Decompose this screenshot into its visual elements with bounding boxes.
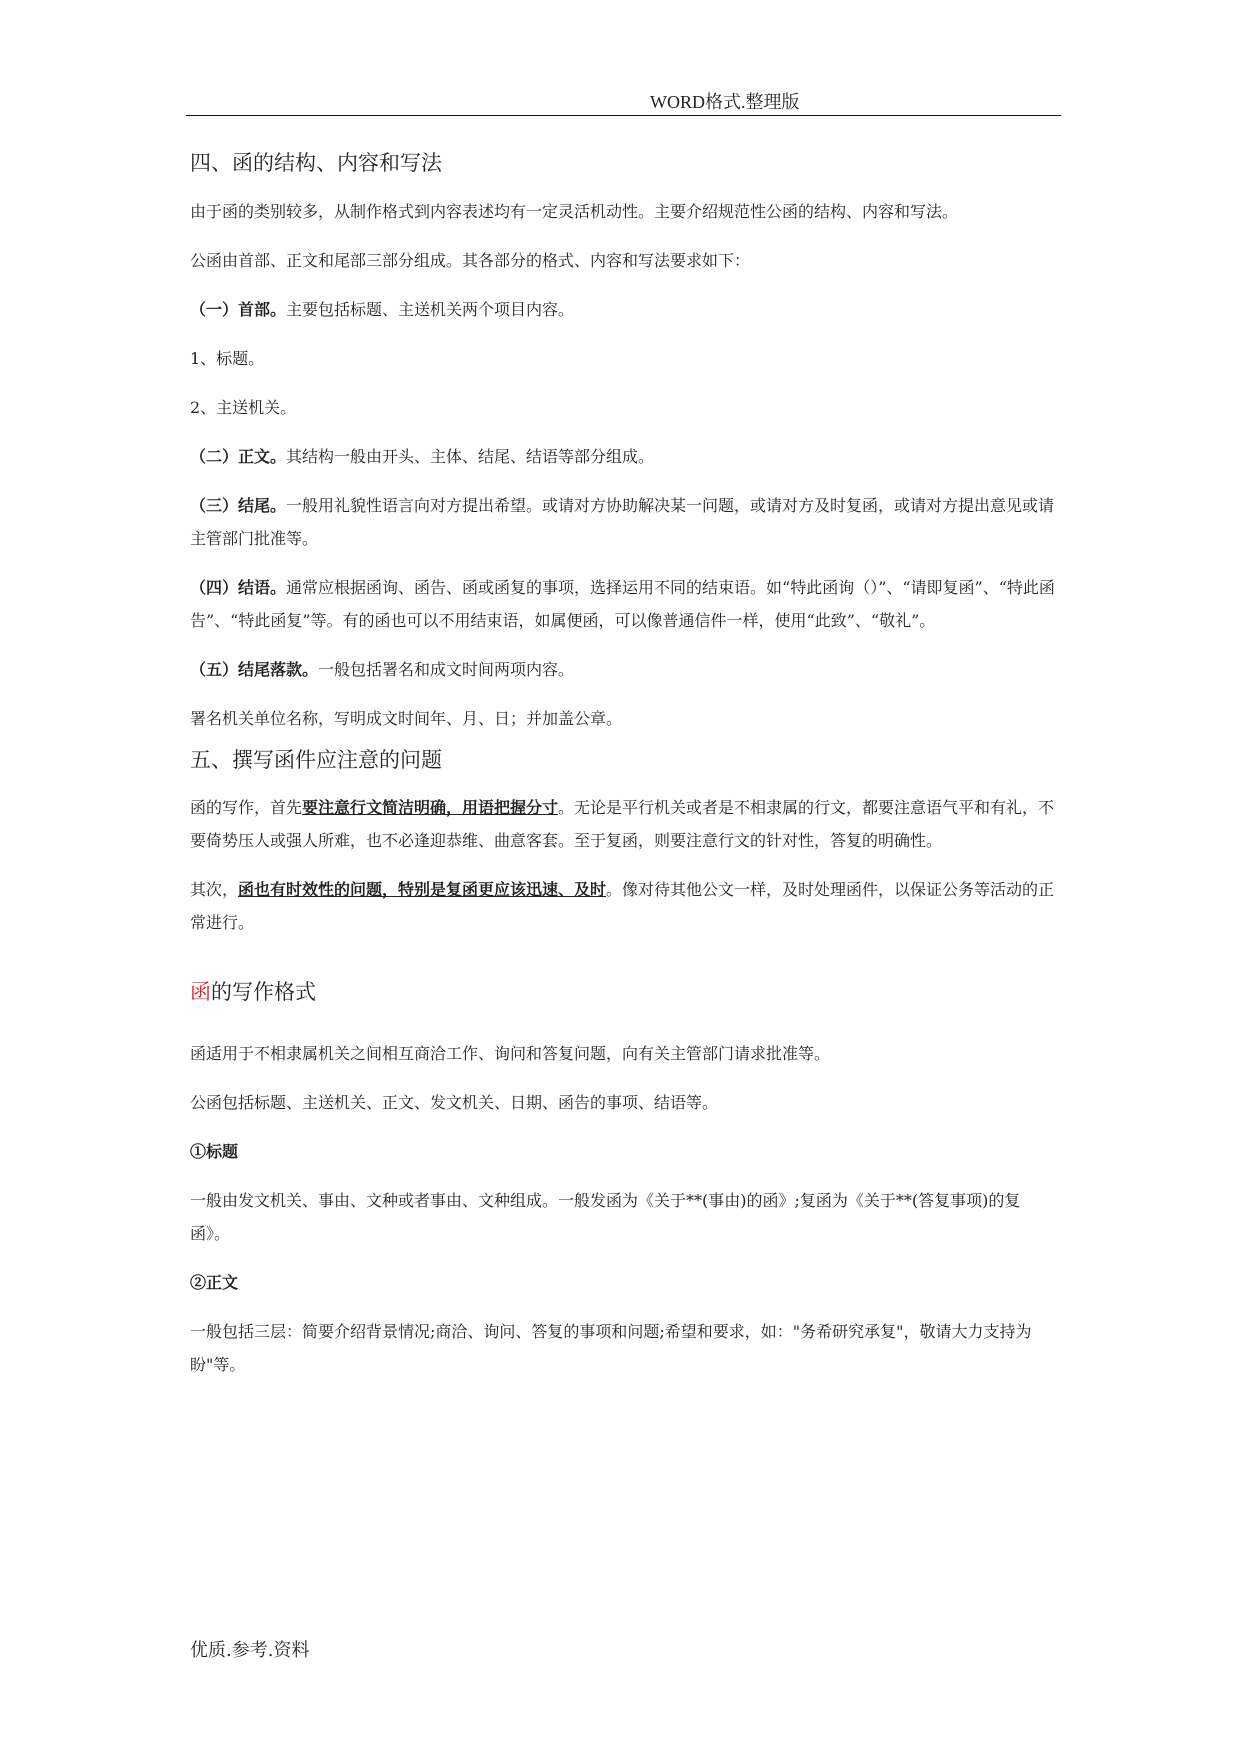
format-title-rest: 的写作格式 xyxy=(211,980,316,1004)
section4-item-4 xyxy=(190,571,1060,637)
item-2-text: 其结构一般由开头、主体、结尾、结语等部分组成。 xyxy=(286,447,655,466)
s5p1-post: 。无论是平行机关或者是不相隶属的行文，都要注意语气平和有礼，不要倚势压人或强人所难，也不必逢迎恭维、曲意客套。至于复函，则要注意行文的针对性，答复的明确性。 xyxy=(190,798,1055,850)
document-body xyxy=(190,148,1060,1381)
s5p2-pre: 其次， xyxy=(190,880,239,899)
format-paragraph-1: 函适用于不相隶属机关之间相互商洽工作、询问和答复问题，向有关主管部门请求批准等。 xyxy=(190,1044,831,1063)
section4-item-1 xyxy=(190,293,1060,326)
item-3-text: 一般用礼貌性语言向对方提出希望。或请对方协助解决某一问题，或请对方及时复函，或请对方提出意见或请主管部门批准等。 xyxy=(190,496,1055,548)
format-paragraph-3: 一般由发文机关、事由、文种或者事由、文种组成。一般发函为《关于**(事由)的函》;复函为《关于**(答复事项)的复函》。 xyxy=(190,1191,1021,1243)
item-3-label: （三）结尾。 xyxy=(190,496,287,515)
item-2-label: （二）正文。 xyxy=(190,447,287,466)
section5-paragraph-2 xyxy=(190,873,1060,939)
item-1-text: 主要包括标题、主送机关两个项目内容。 xyxy=(286,300,575,319)
format-paragraph-2: 公函包括标题、主送机关、正文、发文机关、日期、函告的事项、结语等。 xyxy=(190,1093,719,1112)
item-4-label: （四）结语。 xyxy=(190,578,287,597)
format-title-first-char: 函 xyxy=(190,980,211,1004)
format-paragraph-4: 一般包括三层：简要介绍背景情况;商洽、询问、答复的事项和问题;希望和要求，如："务希研究承复"，敬请大力支持为盼"等。 xyxy=(190,1322,1032,1374)
s5p1-emphasis: 要注意行文简洁明确，用语把握分寸 xyxy=(302,798,559,817)
s5p2-emphasis: 函也有时效性的问题，特别是复函更应该迅速、及时 xyxy=(238,880,607,899)
sub-2-text: 2、主送机关。 xyxy=(190,398,297,417)
section4-paragraph-3: 署名机关单位名称，写明成文时间年、月、日；并加盖公章。 xyxy=(190,709,623,728)
header-divider xyxy=(186,115,1061,116)
item-1-label: （一）首部。 xyxy=(190,300,287,319)
section4-paragraph-1: 由于函的类别较多，从制作格式到内容表述均有一定灵活机动性。主要介绍规范性公函的结构、内容和写法。 xyxy=(190,202,959,221)
format-heading-title: ①标题 xyxy=(190,1142,239,1161)
format-title xyxy=(190,977,1060,1007)
section4-sub-2 xyxy=(190,391,1060,424)
section4-item-3 xyxy=(190,489,1060,555)
page-footer: 优质.参考.资料 xyxy=(190,1640,310,1661)
section4-item-5 xyxy=(190,653,1060,686)
section5-paragraph-1 xyxy=(190,791,1060,857)
item-4-text: 通常应根据函询、函告、函或函复的事项，选择运用不同的结束语。如“特此函询（）”、“请即复函”、“特此函告”、“特此函复”等。有的函也可以不用结束语，如属便函，可以像普通信件一样，使用“此致”、“敬礼”。 xyxy=(190,578,1055,630)
format-heading-body: ②正文 xyxy=(190,1273,239,1292)
item-5-text: 一般包括署名和成文时间两项内容。 xyxy=(318,660,575,679)
section4-sub-1 xyxy=(190,342,1060,375)
section4-title: 四、函的结构、内容和写法 xyxy=(190,151,442,175)
s5p1-pre: 函的写作，首先 xyxy=(190,798,303,817)
section5-title: 五、撰写函件应注意的问题 xyxy=(190,748,442,772)
sub-1-text: 1、标题。 xyxy=(190,349,265,368)
s5p2-post: 。像对待其他公文一样，及时处理函件，以保证公务等活动的正常进行。 xyxy=(190,880,1055,932)
page-header: WORD格式.整理版 xyxy=(650,92,800,112)
item-5-label: （五）结尾落款。 xyxy=(190,660,319,679)
section4-paragraph-2: 公函由首部、正文和尾部三部分组成。其各部分的格式、内容和写法要求如下： xyxy=(190,251,751,270)
section4-item-2 xyxy=(190,440,1060,473)
